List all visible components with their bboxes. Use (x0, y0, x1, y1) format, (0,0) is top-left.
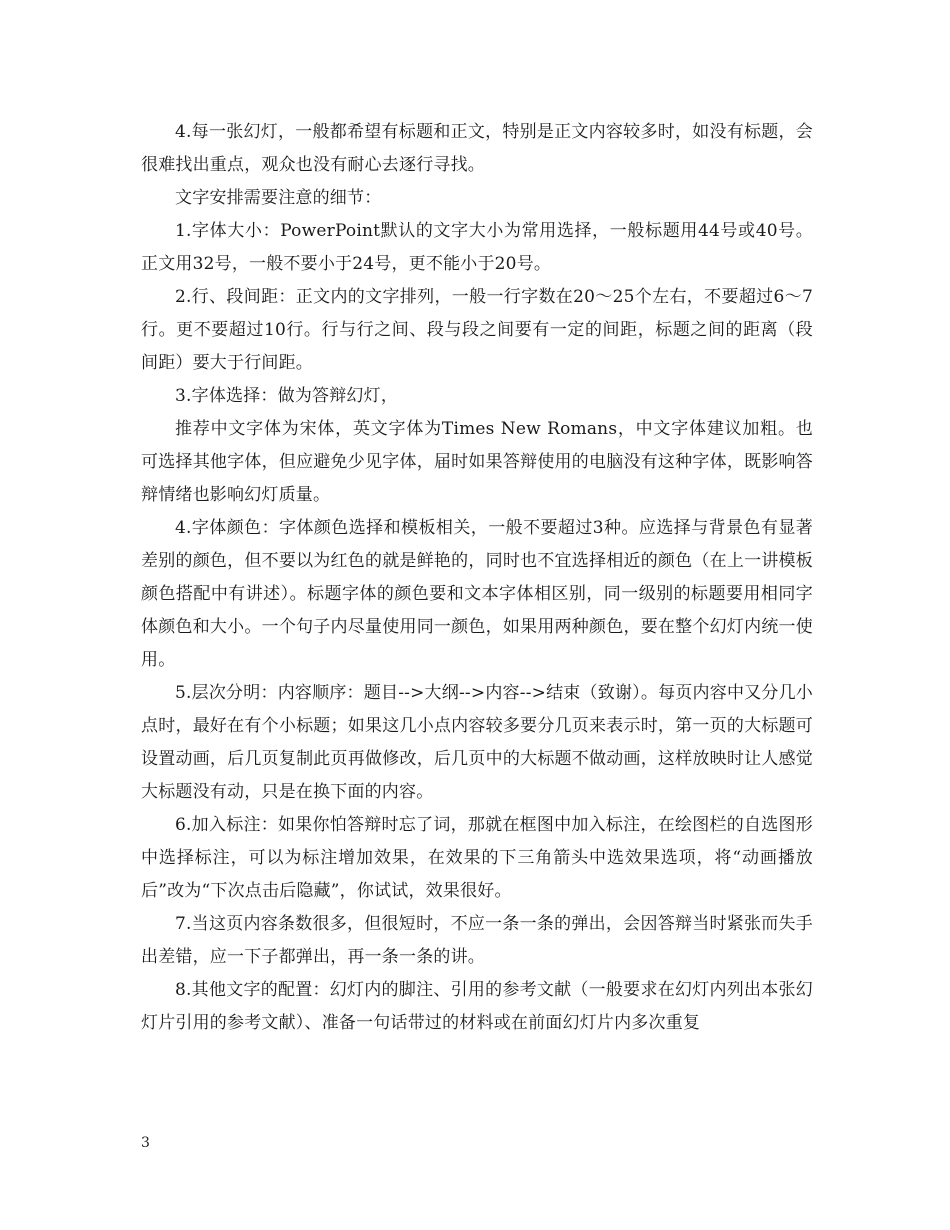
paragraph-line-spacing: 2.行、段间距：正文内的文字排列，一般一行字数在20～25个左右，不要超过6～7行。更不要超过10行。行与行之间、段与段之间要有一定的间距，标题之间的距离（段间距）要大于行间距。 (141, 287, 813, 373)
paragraph-font-recommendation: 推荐中文字体为宋体，英文字体为Times New Romans，中文字体建议加粗。也可选择其他字体，但应避免少见字体，届时如果答辩使用的电脑没有这种字体，既影响答辩情绪也影响幻灯质量。 (141, 419, 813, 505)
page-number: 3 (141, 1135, 150, 1151)
paragraph-hierarchy: 5.层次分明：内容顺序：题目-->大纲-->内容-->结束（致谢）。每页内容中又分几小点时，最好在有个小标题；如果这几小点内容较多要分几页来表示时，第一页的大标题可设置动画，后几页复制此页再做修改，后几页中的大标题不做动画，这样放映时让人感觉大标题没有动，只是在换下面的内容。 (141, 683, 813, 802)
paragraph-font-size: 1.字体大小：PowerPoint默认的文字大小为常用选择，一般标题用44号或40号。正文用32号，一般不要小于24号，更不能小于20号。 (141, 221, 813, 274)
paragraph-other-text: 8.其他文字的配置：幻灯内的脚注、引用的参考文献（一般要求在幻灯内列出本张幻灯片引用的参考文献）、准备一句话带过的材料或在前面幻灯片内多次重复 (141, 980, 813, 1033)
document-body (141, 116, 813, 1040)
paragraph-title-body: 4.每一张幻灯，一般都希望有标题和正文，特别是正文内容较多时，如没有标题，会很难找出重点，观众也没有耐心去逐行寻找。 (141, 122, 813, 175)
paragraph-text-layout-intro: 文字安排需要注意的细节： (175, 188, 382, 208)
paragraph-item-count: 7.当这页内容条数很多，但很短时，不应一条一条的弹出，会因答辩当时紧张而失手出差错，应一下子都弹出，再一条一条的讲。 (141, 914, 813, 967)
paragraph-font-color: 4.字体颜色：字体颜色选择和模板相关，一般不要超过3种。应选择与背景色有显著差别的颜色，但不要以为红色的就是鲜艳的，同时也不宜选择相近的颜色（在上一讲模板颜色搭配中有讲述）。标题字体的颜色要和文本字体相区别，同一级别的标题要用相同字体颜色和大小。一个句子内尽量使用同一颜色，如果用两种颜色，要在整个幻灯内统一使用。 (141, 518, 813, 670)
paragraph-annotations: 6.加入标注：如果你怕答辩时忘了词，那就在框图中加入标注，在绘图栏的自选图形中选择标注，可以为标注增加效果，在效果的下三角箭头中选效果选项，将“动画播放后”改为“下次点击后隐藏”，你试试，效果很好。 (141, 815, 813, 901)
paragraph-font-choice: 3.字体选择：做为答辩幻灯， (175, 386, 399, 406)
